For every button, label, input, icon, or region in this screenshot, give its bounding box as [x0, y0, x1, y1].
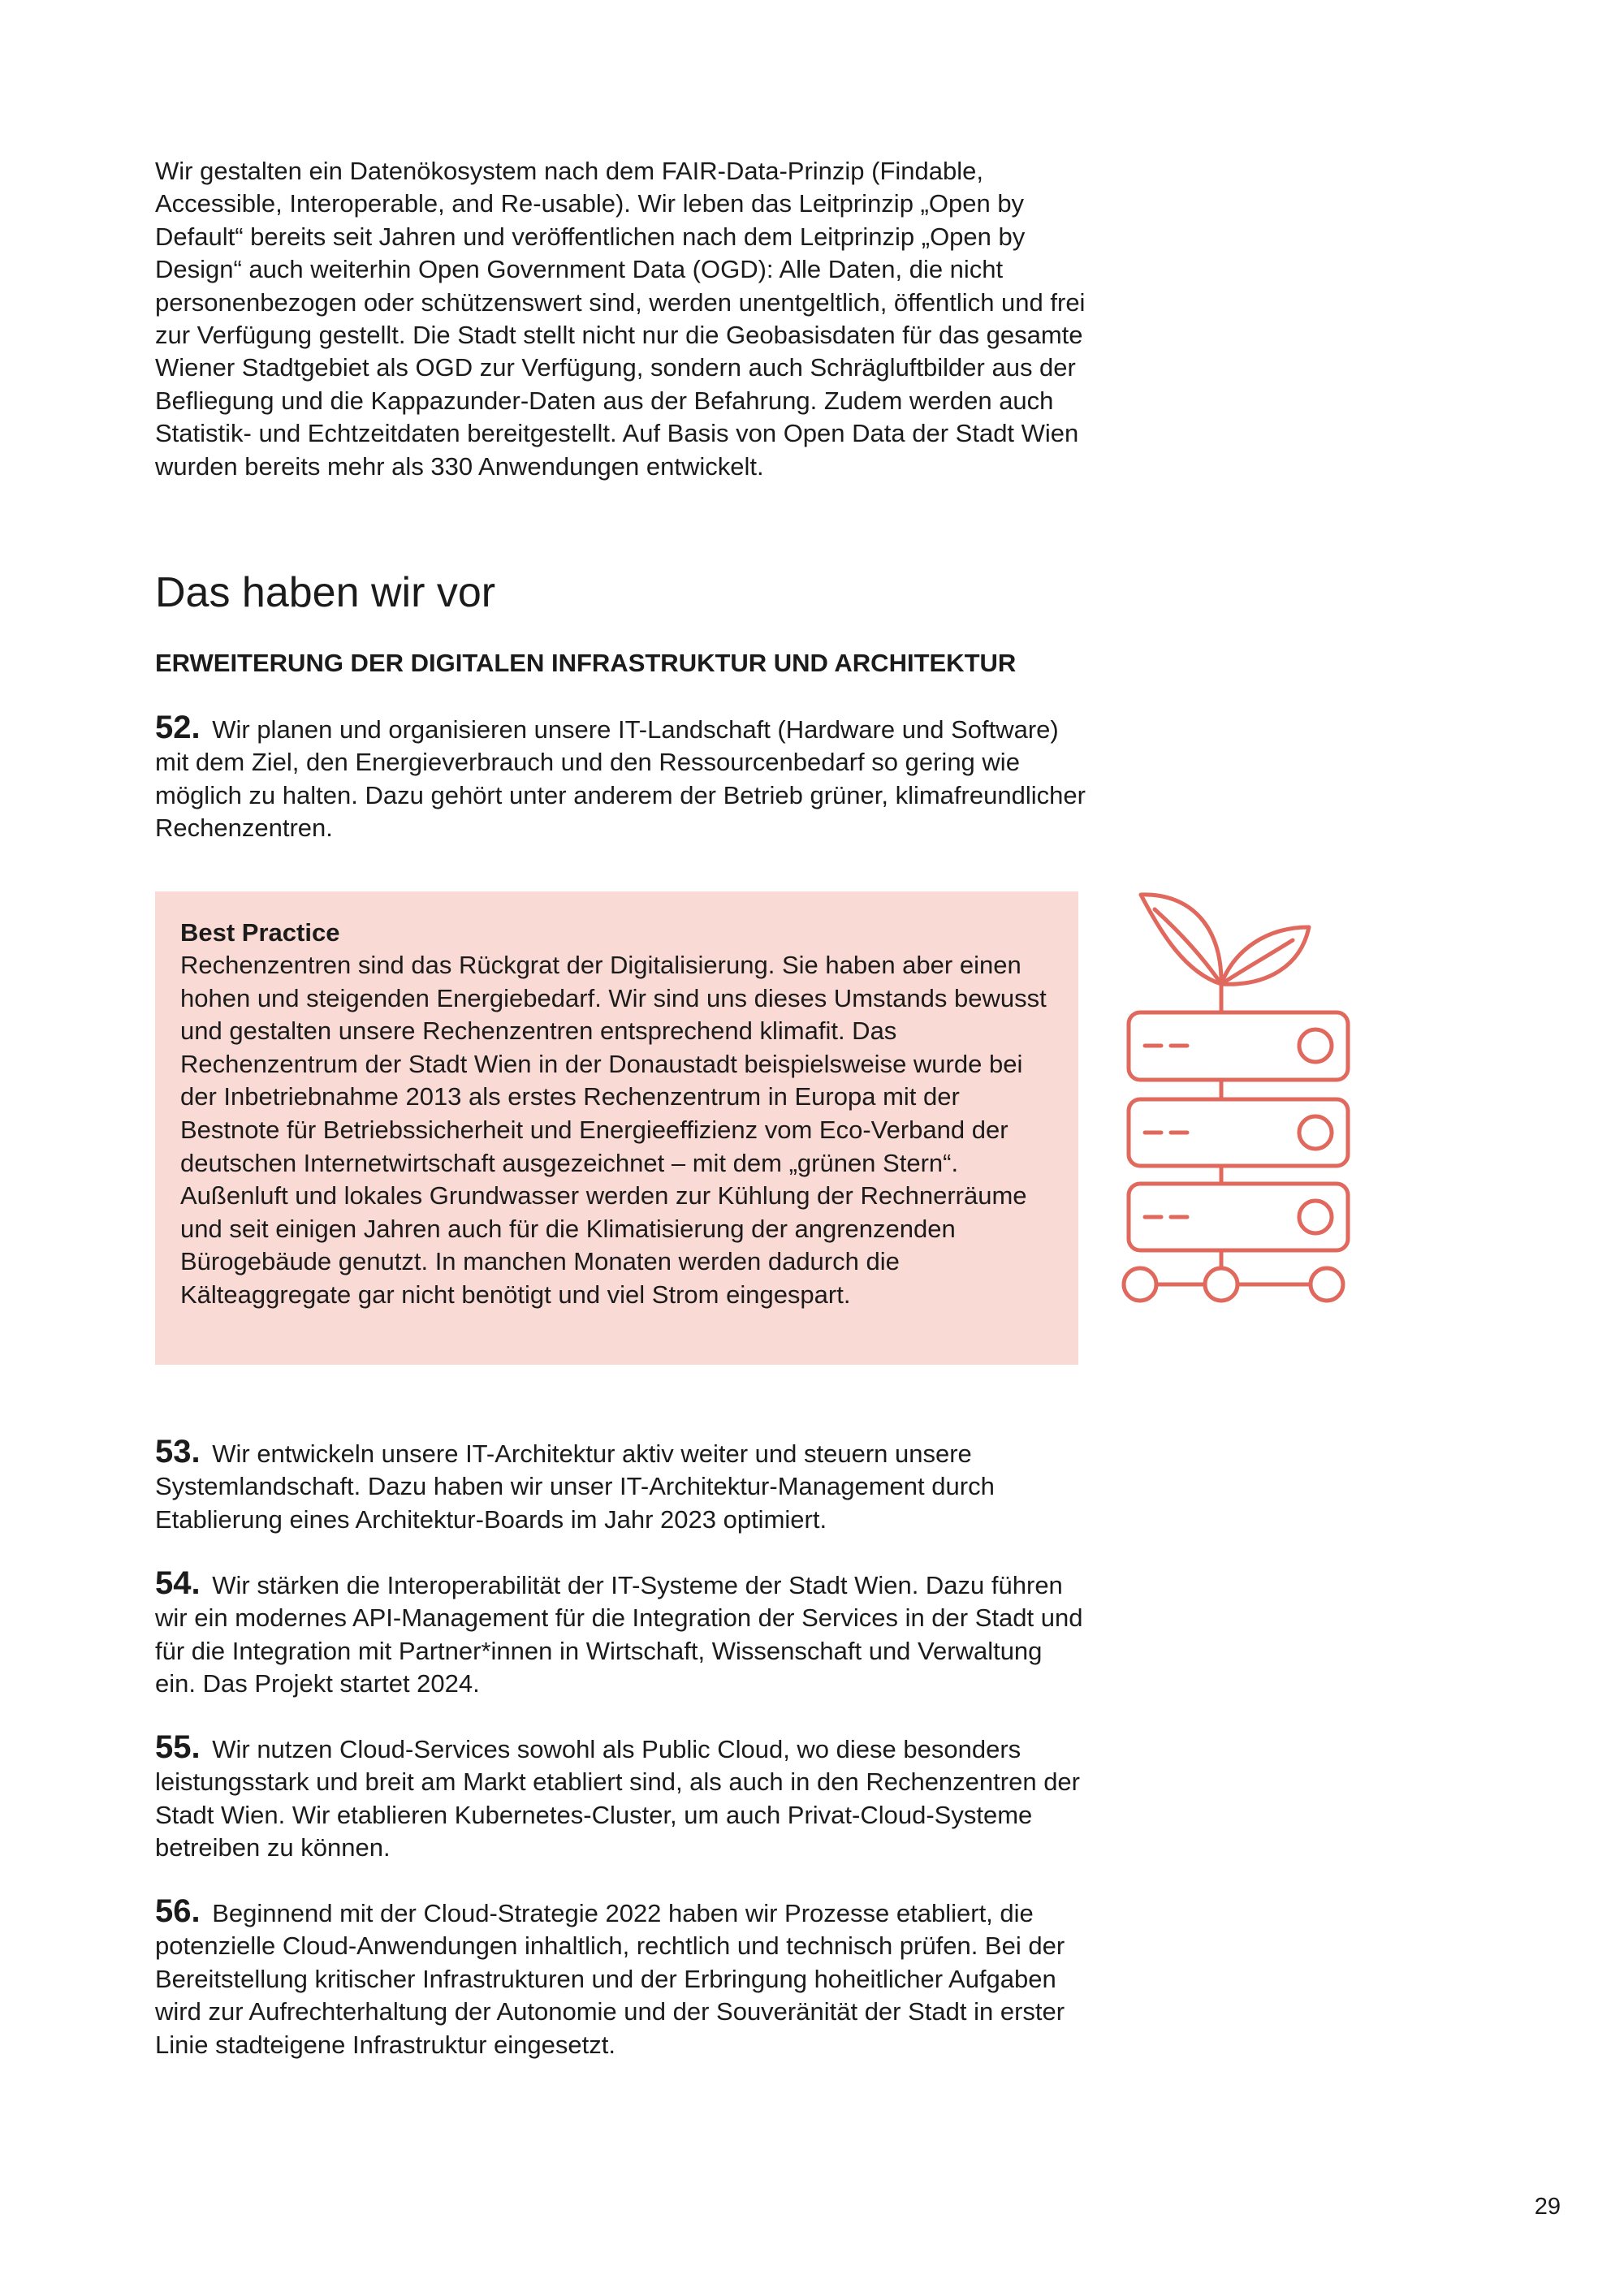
measure-text: Beginnend mit der Cloud-Strategie 2022 haben wir Prozesse etabliert, die potenzielle Cloud-Anwendungen inhaltlich, rechtlich und technisch prüfen. Bei der Bereitstellung kritischer Infrastrukturen und der Erbringung hoheitlicher Aufgaben wird zur Aufrechterhaltung der Autonomie und der Souveränität der Stadt in erster Linie stadteigene Infrastruktur eingesetzt. — [155, 1899, 1065, 2059]
network-nodes-icon — [1124, 1268, 1343, 1301]
green-server-icon — [1112, 877, 1356, 1315]
measure-text: Wir planen und organisieren unsere IT-Landschaft (Hardware und Software) mit dem Ziel, den Energieverbrauch und den Ressourcenbedarf so gering wie möglich zu halten. Dazu gehört unter anderem der Betrieb grüner, klimafreundlicher Rechenzentren. — [155, 715, 1086, 843]
measure-paragraph — [155, 711, 1089, 845]
best-practice-title: Best Practice — [180, 918, 340, 947]
measure-number: 55. — [155, 1729, 201, 1765]
measure-text: Wir stärken die Interoperabilität der IT-Systeme der Stadt Wien. Dazu führen wir ein modernes API-Management für die Integration der Services in der Stadt und für die Integration mit Partner*innen in Wirtschaft, Wissenschaft und Verwaltung ein. Das Projekt startet 2024. — [155, 1571, 1083, 1698]
best-practice-box — [155, 891, 1078, 1365]
server-rack-icon — [1129, 1012, 1348, 1268]
measure-number: 52. — [155, 710, 201, 745]
measure-paragraph — [155, 1567, 1089, 1701]
subsection-heading: ERWEITERUNG DER DIGITALEN INFRASTRUKTUR UND ARCHITEKTUR — [155, 649, 1017, 677]
best-practice-text: Rechenzentren sind das Rückgrat der Digitalisierung. Sie haben aber einen hohen und steigenden Energiebedarf. Wir sind uns dieses Umstands bewusst und gestalten unsere Rechenzentren entsprechend klimafit. Das Rechenzentrum der Stadt Wien in der Donaustadt beispielsweise wurde bei der Inbetriebnahme 2013 als erstes Rechenzentrum in Europa mit der Bestnote für Betriebssicherheit und Energieeffizienz vom Eco-Verband der deutschen Internetwirtschaft ausgezeichnet – mit dem „grünen Stern“. Außenluft und lokales Grundwasser werden zur Kühlung der Rechnerräume und seit einigen Jahren auch für die Klimatisierung der angrenzenden Bürogebäude genutzt. In manchen Monaten werden dadurch die Kälteaggregate gar nicht benötigt und viel Strom eingespart. — [180, 951, 1047, 1309]
section-heading: Das haben wir vor — [155, 569, 496, 616]
measure-paragraph — [155, 1435, 1089, 1536]
measure-number: 56. — [155, 1893, 201, 1929]
leaf-icon — [1141, 895, 1309, 1012]
intro-paragraph: Wir gestalten ein Datenökosystem nach dem FAIR-Data-Prinzip (Findable, Accessible, Interoperable, and Re-usable). Wir leben das Leitprinzip „Open by Default“ bereits seit Jahren und veröffentlichen nach dem Leitprinzip „Open by Design“ auch weiterhin Open Government Data (OGD): Alle Daten, die nicht personenbezogen oder schützenswert sind, werden unentgeltlich, öffentlich und frei zur Verfügung gestellt. Die Stadt stellt nicht nur die Geobasisdaten für das gesamte Wiener Stadtgebiet als OGD zur Verfügung, sondern auch Schrägluftbilder aus der Befliegung und die Kappazunder-Daten aus der Befahrung. Zudem werden auch Statistik- und Echtzeitdaten bereitgestellt. Auf Basis von Open Data der Stadt Wien wurden bereits mehr als 330 Anwendungen entwickelt. — [155, 157, 1086, 481]
page-number: 29 — [1534, 2194, 1561, 2220]
measure-text: Wir entwickeln unsere IT-Architektur aktiv weiter und steuern unsere Systemlandschaft. Dazu haben wir unser IT-Architektur-Management durch Etablierung eines Architektur-Boards im Jahr 2023 optimiert. — [155, 1439, 995, 1534]
measure-number: 53. — [155, 1434, 201, 1470]
measure-text: Wir nutzen Cloud-Services sowohl als Public Cloud, wo diese besonders leistungsstark und breit am Markt etabliert sind, als auch in den Rechenzentren der Stadt Wien. Wir etablieren Kubernetes-Cluster, um auch Privat-Cloud-Systeme betreiben zu können. — [155, 1735, 1080, 1862]
measure-number: 54. — [155, 1565, 201, 1601]
measure-paragraph — [155, 1895, 1089, 2061]
measure-paragraph — [155, 1731, 1089, 1865]
